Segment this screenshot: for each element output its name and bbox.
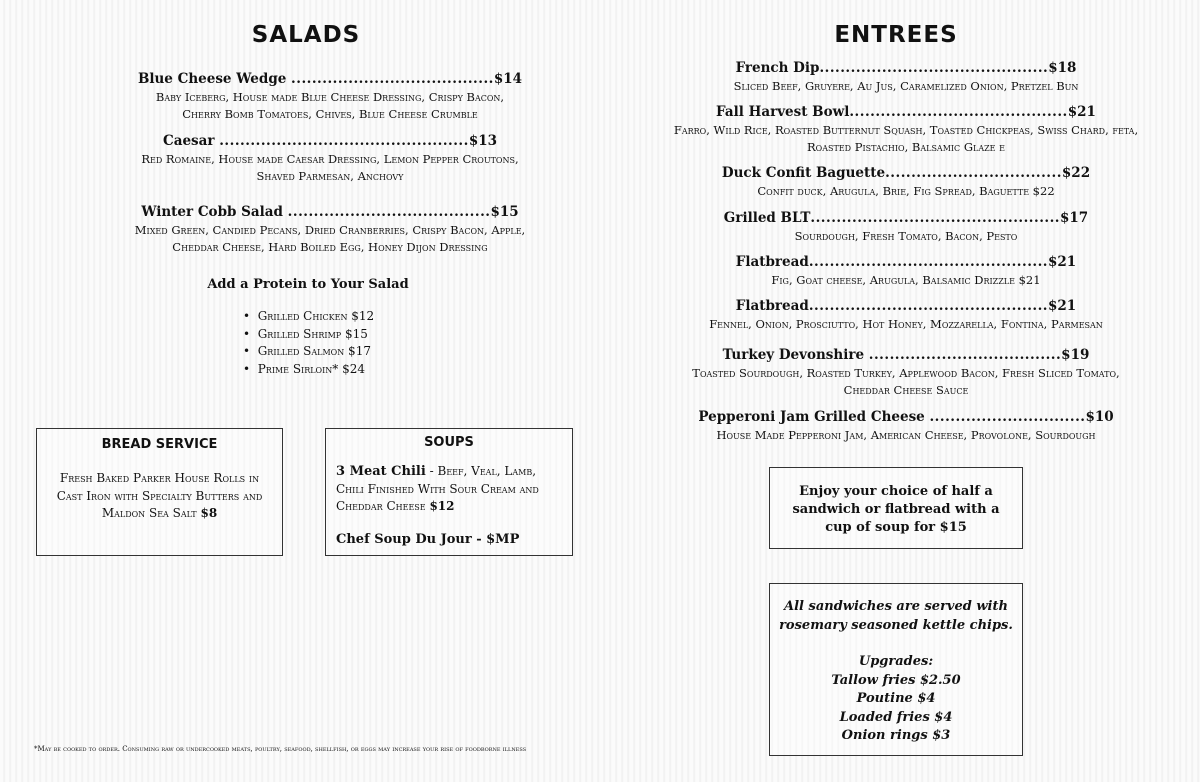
salads-title: SALADS <box>251 22 361 48</box>
item-price: $21 <box>1067 104 1096 120</box>
item-price: $21 <box>1048 254 1077 270</box>
leader-dots: .............................................. <box>808 254 1049 270</box>
item-heading <box>70 70 590 88</box>
list-item: • Grilled Chicken $12 <box>243 308 374 326</box>
item-name: Grilled BLT <box>723 210 811 226</box>
leader-dots: .............................................. <box>808 298 1049 314</box>
promo-line: Enjoy your choice of half a <box>799 484 993 499</box>
item-heading <box>632 103 1180 121</box>
item-description <box>632 365 1180 399</box>
menu-item <box>632 297 1180 333</box>
leader-dots: ....................................... <box>291 71 494 87</box>
item-name: Winter Cobb Salad <box>141 204 283 220</box>
item-description <box>632 78 1180 95</box>
description-line: Fennel, Onion, Prosciutto, Hot Honey, Mozzarella, Fontina, Parmesan <box>709 317 1103 331</box>
item-name: Blue Cheese Wedge <box>137 71 287 87</box>
upgrade-item: Loaded fries $4 <box>839 709 953 725</box>
item-heading <box>70 203 590 221</box>
leader-dots: .............................. <box>929 409 1086 425</box>
promo-text <box>770 483 1022 537</box>
description-line: Chili Finished With Sour Cream and <box>336 481 539 496</box>
item-heading <box>632 408 1180 426</box>
item-name: Caesar <box>162 133 215 149</box>
protein-list <box>243 308 374 378</box>
description-line: Sliced Beef, Gruyere, Au Jus, Caramelized Onion, Pretzel Bun <box>733 79 1079 93</box>
item-name: Turkey Devonshire <box>722 347 865 363</box>
item-heading <box>632 297 1180 315</box>
description-line: Sourdough, Fresh Tomato, Bacon, Pesto <box>794 229 1018 243</box>
leader-dots: .......................................... <box>849 104 1068 120</box>
description-line: Farro, Wild Rice, Roasted Butternut Squash, Toasted Chickpeas, Swiss Chard, feta, <box>673 123 1139 137</box>
menu-item <box>632 164 1180 200</box>
leader-dots: ................................................ <box>810 210 1061 226</box>
item-price: $10 <box>1085 409 1114 425</box>
bread-description <box>37 470 282 523</box>
item-description <box>632 272 1180 289</box>
upgrade-item: Onion rings $3 <box>841 728 951 743</box>
item-heading <box>632 164 1180 182</box>
upgrade-item: Poutine $4 <box>856 691 936 706</box>
soup-du-jour: Chef Soup Du Jour - $MP <box>336 531 520 547</box>
protein-heading: Add a Protein to Your Salad <box>207 277 409 292</box>
list-item: • Grilled Shrimp $15 <box>243 326 374 344</box>
item-price: $14 <box>493 71 523 87</box>
item-heading <box>70 132 590 150</box>
item-name: Flatbread <box>735 254 809 270</box>
soups-title: SOUPS <box>424 435 474 450</box>
footnote: *May be cooked to order. Consuming raw or undercooked meats, poultry, seafood, shellfish, or eggs may increase your rise of foodborne illness <box>34 745 527 753</box>
menu-item <box>70 132 590 185</box>
description-line: Toasted Sourdough, Roasted Turkey, Applewood Bacon, Fresh Sliced Tomato, <box>692 366 1120 380</box>
leader-dots: .................................. <box>885 165 1062 181</box>
item-price: $19 <box>1061 347 1090 363</box>
soups-box <box>325 428 573 556</box>
description-line: House Made Pepperoni Jam, American Cheese, Provolone, Sourdough <box>716 428 1096 442</box>
item-description <box>632 122 1180 156</box>
description-line: Fig, Goat cheese, Arugula, Balsamic Drizzle $21 <box>771 273 1041 287</box>
description-text: Cheddar Cheese <box>336 499 426 513</box>
description-line: Mixed Green, Candied Pecans, Dried Cranberries, Crispy Bacon, Apple, <box>134 223 526 237</box>
sides-line: All sandwiches are served with <box>784 599 1008 614</box>
menu-item <box>632 209 1180 245</box>
description-line: Cheddar Cheese Sauce <box>843 383 969 397</box>
item-description <box>632 228 1180 245</box>
item-price: $15 <box>490 204 519 220</box>
list-item: • Prime Sirloin* $24 <box>243 361 374 379</box>
description-line: Cherry Bomb Tomatoes, Chives, Blue Cheese Crumble <box>182 107 478 121</box>
item-name: Flatbread <box>735 298 809 314</box>
menu-item <box>632 103 1180 156</box>
chili-description <box>336 463 562 516</box>
item-heading <box>632 209 1180 227</box>
leader-dots: ..................................... <box>868 347 1062 363</box>
bread-price: $8 <box>200 506 218 520</box>
item-heading <box>632 253 1180 271</box>
leader-dots: ................................................ <box>219 133 469 149</box>
item-heading <box>632 59 1180 77</box>
item-price: $18 <box>1048 60 1077 76</box>
description-line: Confit duck, Arugula, Brie, Fig Spread, Baguette $22 <box>757 184 1055 198</box>
description-line: Cast Iron with Specialty Butters and <box>56 488 263 503</box>
menu-item <box>632 346 1180 399</box>
leader-dots: ....................................... <box>287 204 491 220</box>
promo-line: cup of soup for $15 <box>825 520 967 535</box>
item-description <box>70 89 590 123</box>
description-line: Baby Iceberg, House made Blue Cheese Dressing, Crispy Bacon, <box>155 90 505 104</box>
upgrades-title: Upgrades: <box>858 654 934 669</box>
chili-price: $12 <box>429 499 455 513</box>
promo-line: sandwich or flatbread with a <box>792 502 1000 517</box>
item-name: French Dip <box>735 60 820 76</box>
upgrade-item: Tallow fries $2.50 <box>831 672 961 688</box>
chili-name: 3 Meat Chili <box>336 464 426 479</box>
item-name: Pepperoni Jam Grilled Cheese <box>698 409 925 425</box>
menu-item <box>70 203 590 256</box>
sides-upgrades-box <box>769 583 1023 756</box>
item-price: $22 <box>1061 165 1091 181</box>
item-price: $17 <box>1060 210 1089 226</box>
item-description <box>70 222 590 256</box>
description-line: Shaved Parmesan, Anchovy <box>256 169 404 183</box>
item-price: $13 <box>468 133 498 149</box>
item-name: Fall Harvest Bowl <box>716 104 850 120</box>
description-line: Fresh Baked Parker House Rolls in <box>59 471 260 485</box>
description-line: Cheddar Cheese, Hard Boiled Egg, Honey Dijon Dressing <box>172 240 488 254</box>
sides-line: rosemary seasoned kettle chips. <box>779 617 1013 633</box>
entrees-title: ENTREES <box>834 22 958 48</box>
menu-item <box>70 70 590 123</box>
bread-title: BREAD SERVICE <box>101 437 218 452</box>
bread-service-box <box>36 428 283 556</box>
description-line: Red Romaine, House made Caesar Dressing, Lemon Pepper Croutons, <box>141 152 519 166</box>
leader-dots: ............................................ <box>819 60 1049 76</box>
item-price: $21 <box>1048 298 1077 314</box>
menu-item <box>632 408 1180 444</box>
list-item: • Grilled Salmon $17 <box>243 343 374 361</box>
item-description <box>70 151 590 185</box>
description-line: Roasted Pistachio, Balsamic Glaze e <box>807 140 1005 154</box>
item-description <box>632 183 1180 200</box>
item-heading <box>632 346 1180 364</box>
half-sandwich-promo-box <box>769 467 1023 549</box>
menu-item <box>632 253 1180 289</box>
description-line: Maldon Sea Salt <box>101 506 197 520</box>
item-description <box>632 316 1180 333</box>
item-name: Duck Confit Baguette <box>721 165 886 181</box>
item-description <box>632 427 1180 444</box>
description-text: - Beef, Veal, Lamb, <box>425 464 537 478</box>
menu-item <box>632 59 1180 95</box>
